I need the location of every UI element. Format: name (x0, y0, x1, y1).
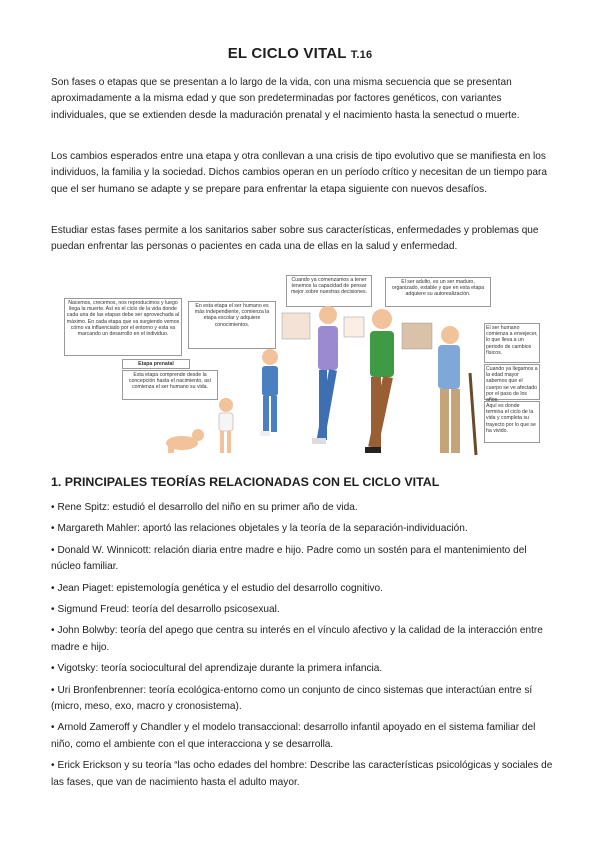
elderly-text-box: Cuando ya llegamos a la edad mayor sabemos que el cuerpo se ve afectado por el paso de los (484, 364, 540, 400)
list-item: • Rene Spitz: estudió el desarrollo del niño en su primer año de vida. (51, 502, 358, 513)
adolescence-text-box: Cuando ya comenzamos a tener tenemos la capacidad de pensar mejor sobre nuestras decisiones. (286, 275, 372, 307)
list-item: • Arnold Zameroff y Chandler y el modelo transaccional: desarrollo infantil apoyado en el sistema familiar del niño, como el ambiente con el que interacciona y se desarrolla. (51, 722, 536, 750)
bullet-dot: • (51, 604, 55, 616)
bullet-dot: • (51, 684, 55, 696)
intro-paragraph-3: Estudiar estas fases permite a los sanitarios saber sobre sus características, enfermedades y problemas que puedan enfrentar las personas o pacientes en cada una de ellas en la salud y enfermedad. (51, 225, 539, 253)
prenatal-label-box: Etapa prenatal (122, 359, 190, 369)
bullet-dot: • (51, 625, 55, 637)
list-item: • Sigmund Freud: teoría del desarrollo psicosexual. (51, 604, 280, 616)
adulthood-text-box: El ser adulto, es un ser maduro, organizado, estable y que en esta etapa adquiere su autorealización. (385, 277, 491, 307)
teen-figure (312, 306, 338, 444)
toddler-figure (219, 398, 233, 453)
elderly-figure (438, 326, 476, 455)
section-heading: 1. PRINCIPALES TEORÍAS RELACIONADAS CON EL CICLO VITAL (51, 475, 440, 489)
list-item: • Jean Piaget: epistemología genética y el estudio del desarrollo cognitivo. (51, 582, 383, 594)
childhood-text-box: En esta etapa el ser humano es más independiente, comienza la etapa escolar y adquiere conocimientos. (188, 301, 276, 349)
list-item: • Vigotsky: teoría sociocultural del aprendizaje durante la primera infancia. (51, 663, 383, 675)
title-topic-number: T.16 (350, 49, 373, 61)
end-of-life-text-box: Aquí es donde termina el ciclo de la vida y completa su trayecto por lo que se ha vivido. (484, 401, 540, 443)
bullet-dot: • (51, 722, 55, 734)
adult-figure (365, 309, 394, 453)
intro-paragraph-1: Son fases o etapas que se presentan a lo largo de la vida, con una misma secuencia que se presentan aproximadamente a la misma edad y que son predeterminadas por factores genéticos, con variantes individuales, que se extienden desde la maduración prenatal y el nacimiento hasta la senectud o muerte. (51, 77, 520, 121)
child-figure (260, 349, 278, 436)
document-title (0, 45, 600, 62)
title-main: EL CICLO VITAL (227, 45, 347, 62)
list-item: • Margareth Mahler: aportó las relaciones objetales y la teoría de la separación-individuación. (51, 523, 468, 535)
prenatal-text-box: Esta etapa comprende desde la concepción hasta el nacimiento, así comienza el ser humano su vida. (122, 370, 218, 400)
intro-paragraph-2: Los cambios esperados entre una etapa y otra conllevan a una crisis de tipo evolutivo que se manifiesta en los individuos, la familia y la sociedad. Dichos cambios operan en un período crítico y necesitan de un tiempo para que el ser humano se adapte y se prepare para enfrentar la etapa siguiente con nuevos desafíos. (51, 151, 547, 195)
list-item: • Uri Bronfenbrenner: teoría ecológica-entorno como un conjunto de cinco sistemas que interactúan entre sí (micro, meso, exo, macro y cronosistema). (51, 684, 533, 713)
bullet-dot: • (51, 544, 55, 556)
list-item: • Donald W. Winnicott: relación diaria entre madre e hijo. Padre como un sostén para el mantenimiento del núcleo familiar. (51, 544, 527, 573)
bullet-dot: • (51, 760, 55, 772)
list-item: • John Bolwby: teoría del apego que centra su interés en el vínculo afectivo y la calidad de la interacción entre madre e hijo. (51, 625, 543, 653)
illustration-thumbnails (282, 313, 432, 349)
bullet-dot: • (51, 502, 55, 513)
bullet-dot: • (51, 663, 55, 675)
bullet-dot: • (51, 523, 55, 535)
life-cycle-illustration (60, 273, 540, 463)
baby-figure (166, 429, 204, 453)
theories-list (51, 500, 556, 796)
intro-text-box: Nacemos, crecemos, nos reproducimos y luego llega la muerte. Así es el ciclo de la vida donde cada una de las etapas debe ser aprovechada al máximo. En cada etapa que va surgiendo vemos cómo va influenciado por el entorno y esta va marcando un desarrollo en el individuo. (64, 298, 182, 356)
aging-text-box: El ser humano comienza a envejecer, lo que lleva a un periodo de cambios físicos. (484, 323, 540, 363)
list-item: • Erick Erickson y su teoría “las ocho edades del hombre: Describe las características psicológicas y sociales de las fases, que van de nacimiento hasta el adulto mayor. (51, 760, 553, 788)
bullet-dot: • (51, 582, 55, 594)
